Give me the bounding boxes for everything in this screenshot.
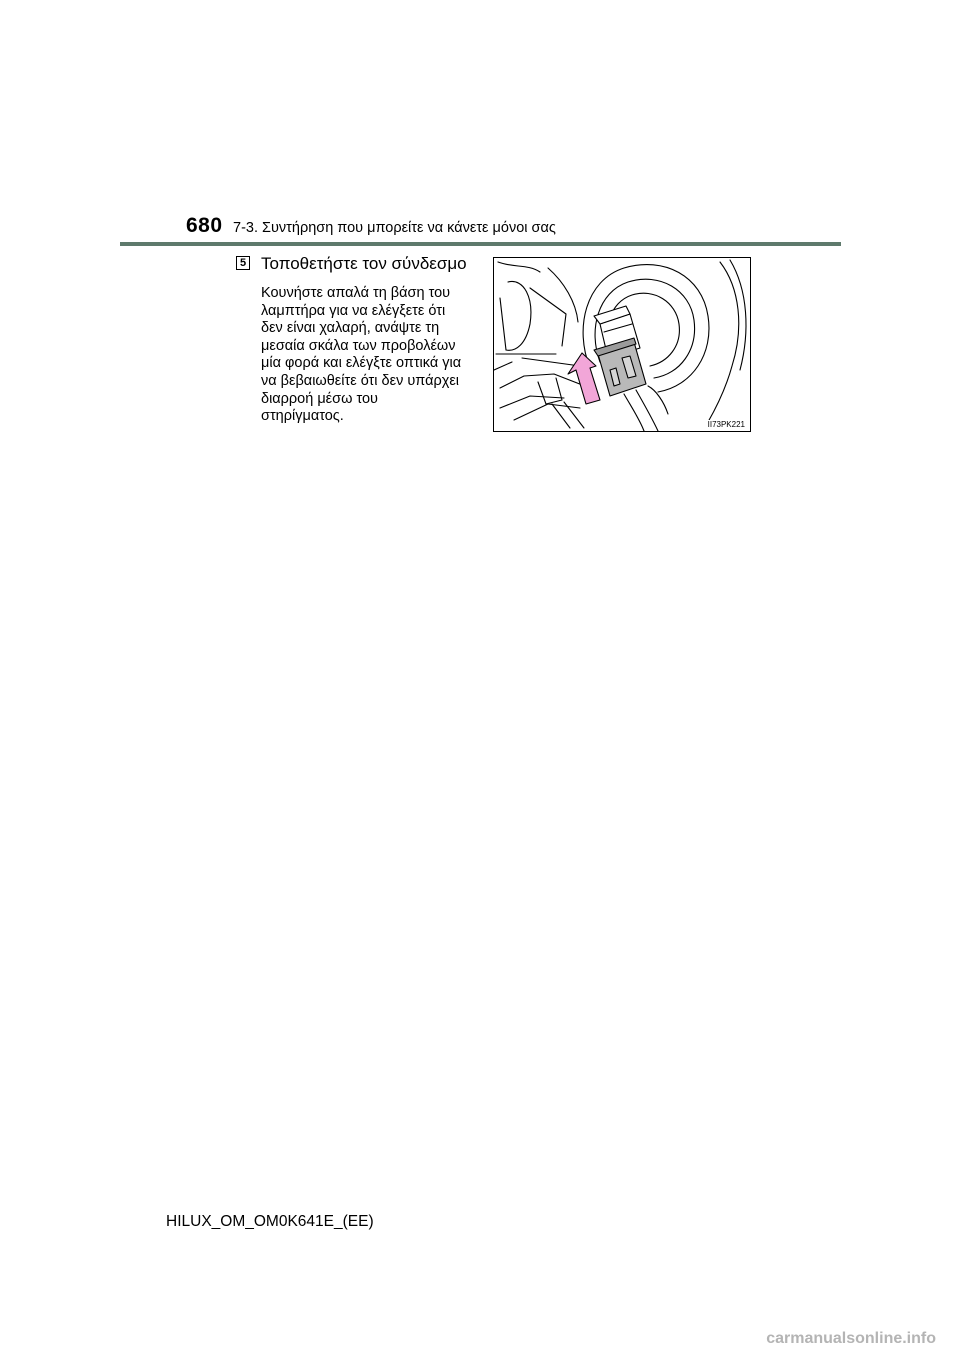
watermark: carmanualsonline.info	[766, 1330, 936, 1347]
instruction-line: στηρίγματος.	[261, 408, 344, 425]
step-instructions	[261, 285, 491, 426]
instruction-line: λαμπτήρα για να ελέγξετε ότι	[261, 302, 446, 319]
step-title: Τοποθετήστε τον σύνδεσμο	[261, 254, 467, 273]
connector-drawing	[494, 258, 750, 431]
push-arrow	[568, 353, 600, 404]
document-id: HILUX_OM_OM0K641E_(EE)	[166, 1213, 374, 1230]
page-number: 680	[186, 214, 223, 237]
step-number-badge: 5	[236, 256, 250, 270]
header-rule	[120, 242, 841, 246]
instruction-line: Κουνήστε απαλά τη βάση του	[261, 285, 451, 301]
instruction-line: μεσαία σκάλα των προβολέων	[261, 337, 456, 354]
figure-code: II73PK221	[707, 420, 745, 429]
instruction-line: δεν είναι χαλαρή, ανάψτε τη	[261, 320, 440, 337]
connector-illustration	[493, 257, 751, 432]
instruction-line: μία φορά και ελέγξτε οπτικά για	[261, 355, 462, 372]
section-title: 7-3. Συντήρηση που μπορείτε να κάνετε μόνοι σας	[233, 220, 556, 236]
instruction-line: διαρροή μέσω του	[261, 390, 378, 407]
instruction-line: να βεβαιωθείτε ότι δεν υπάρχει	[261, 372, 460, 389]
